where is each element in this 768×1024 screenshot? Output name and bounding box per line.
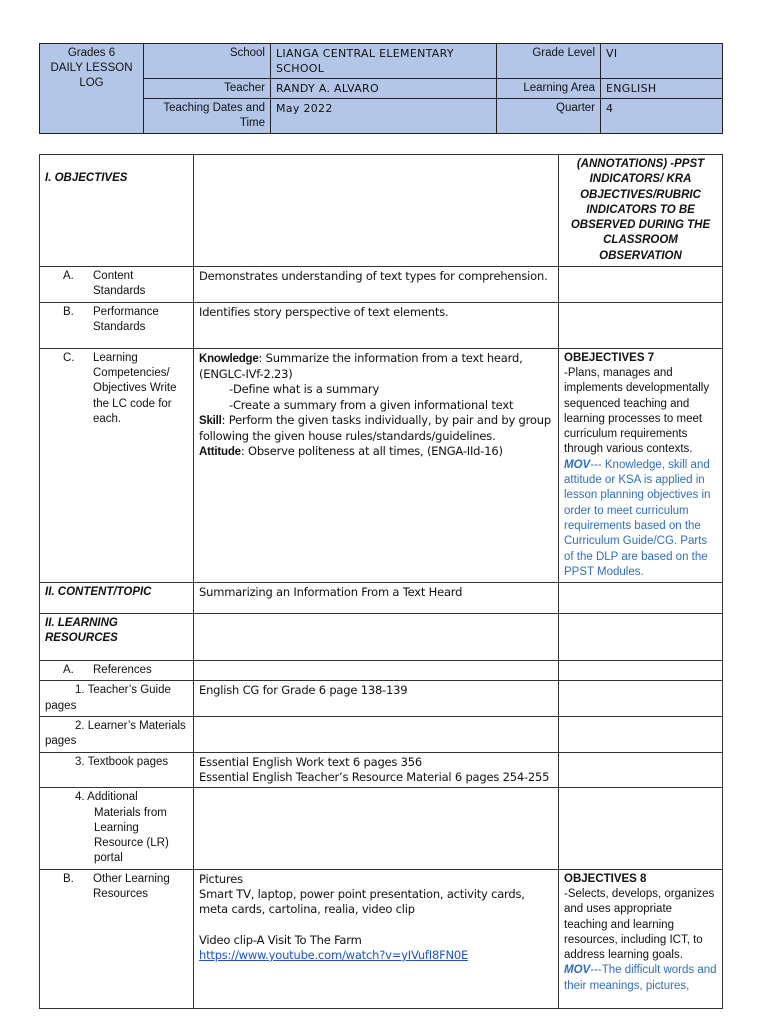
objectives7-mov: [564, 458, 717, 580]
knowledge-text: : Summarize the information from a text heard, (ENGLC-IVf-2.23): [199, 350, 523, 381]
objectives8-text: -Selects, develops, organizes and uses appropriate teaching and learning resources, including ICT, to address learning goals.: [564, 887, 715, 962]
textbook-annotation: [559, 752, 723, 788]
learning-competencies-text: Learning Competencies/ Objectives Write the LC code for each.: [93, 351, 177, 425]
content-topic-annotation: [559, 583, 723, 614]
objectives-content: [194, 155, 559, 267]
annotations-head: (ANNOTATIONS) -PPST INDICATORS/ KRA OBJECTIVES/RUBRIC INDICATORS TO BE OBSERVED DURING THE CLASSROOM OBSERVATION: [559, 155, 723, 267]
textbook-text: 3. Textbook pages: [75, 755, 169, 768]
additional-materials-line2: Materials from Learning Resource (LR) portal: [94, 806, 169, 865]
textbook-value2: Essential English Teacher’s Resource Material 6 pages 254-255: [199, 769, 550, 784]
performance-standards-text: Performance Standards: [93, 305, 159, 333]
performance-standards-label: [40, 302, 194, 348]
grade-level-value: VI: [601, 44, 723, 79]
other-resources-label: [40, 869, 194, 1008]
skill-text: : Perform the given tasks individually, by pair and by group following the given house rules/standards/guidelines.: [199, 412, 551, 444]
objectives7-text: -Plans, manages and implements developmentally sequenced teaching and learning processes to meet curriculum requirements through various contexts.: [564, 366, 710, 456]
objectives8-title: OBJECTIVES 8: [564, 872, 647, 885]
learners-materials-annotation: [559, 717, 723, 753]
content-topic-label: II. CONTENT/TOPIC: [40, 583, 194, 614]
content-topic-value: Summarizing an Information From a Text Heard: [194, 583, 559, 614]
references-value: [194, 661, 559, 681]
table-row: [40, 752, 723, 788]
dates-label: Teaching Dates and Time: [144, 99, 271, 134]
table-row: [40, 717, 723, 753]
performance-standards-value: Identifies story perspective of text elements.: [194, 302, 559, 348]
attitude-label: Attitude: [199, 446, 241, 459]
quarter-label: Quarter: [497, 99, 601, 134]
table-row: [40, 155, 723, 267]
other-resources-letter: B.: [63, 872, 74, 885]
learners-materials-label: [40, 717, 194, 753]
teachers-guide-text: 1. Teacher’s Guide pages: [45, 684, 171, 712]
attitude-text: : Observe politeness at all times, (ENGA-IId-16): [240, 444, 503, 459]
other-resources-text: Other Learning Resources: [93, 872, 170, 900]
learners-materials-value: [194, 717, 559, 753]
table-row: [40, 302, 723, 348]
table-row: [40, 267, 723, 303]
table-row: [40, 681, 723, 717]
teacher-value: RANDY A. ALVARO: [271, 79, 497, 99]
header-table: [39, 43, 723, 134]
content-standards-label: [40, 267, 194, 303]
textbook-value1: Essential English Work text 6 pages 356: [199, 754, 423, 769]
objectives-label: I. OBJECTIVES: [40, 155, 194, 267]
objectives7-annotation: [559, 348, 723, 582]
other-resources-v2: Smart TV, laptop, power point presentation, activity cards, meta cards, cartolina, realia, video clip: [199, 886, 525, 917]
lesson-table: [39, 154, 723, 1009]
grades-cell: [40, 44, 144, 134]
dates-value: May 2022: [271, 99, 497, 134]
knowledge-sub2: -Create a summary from a given informational text: [229, 397, 514, 412]
learning-resources-value: [194, 614, 559, 661]
other-resources-v3: Video clip-A Visit To The Farm: [199, 932, 362, 947]
objectives8-mov: [564, 963, 717, 994]
school-label: School: [144, 44, 271, 79]
learning-area-label: Learning Area: [497, 79, 601, 99]
learning-area-value: ENGLISH: [601, 79, 723, 99]
other-resources-value: [194, 869, 559, 1008]
teachers-guide-value: English CG for Grade 6 page 138-139: [194, 681, 559, 717]
references-text: References: [93, 664, 152, 677]
quarter-value: 4: [601, 99, 723, 134]
additional-materials-annotation: [559, 788, 723, 869]
skill-label: Skill: [199, 414, 222, 427]
references-letter: A.: [63, 664, 74, 677]
additional-materials-line1: 4. Additional: [75, 791, 138, 804]
table-row: [40, 583, 723, 614]
performance-standards-annotation: [559, 302, 723, 348]
school-value: LIANGA CENTRAL ELEMENTARY SCHOOL: [271, 44, 497, 79]
content-standards-annotation: [559, 267, 723, 303]
performance-standards-letter: B.: [63, 305, 74, 318]
textbook-label: [40, 752, 194, 788]
references-annotation: [559, 661, 723, 681]
learning-resources-label: II. LEARNING RESOURCES: [40, 614, 194, 661]
learning-competencies-value: [194, 348, 559, 582]
knowledge-sub1: -Define what is a summary: [229, 382, 380, 397]
teachers-guide-label: [40, 681, 194, 717]
grades-line1: Grades 6: [67, 47, 116, 59]
content-standards-text: Content Standards: [93, 270, 146, 298]
objectives7-title: OBEJECTIVES 7: [564, 351, 655, 364]
grades-line2: DAILY LESSON: [50, 62, 133, 74]
video-link[interactable]: https://www.youtube.com/watch?v=yIVufI8FN0E: [199, 947, 469, 962]
references-label: [40, 661, 194, 681]
learning-resources-annotation: [559, 614, 723, 661]
learning-competencies-label: [40, 348, 194, 582]
table-row: [40, 869, 723, 1008]
table-row: [40, 788, 723, 869]
knowledge-label: Knowledge: [199, 352, 259, 365]
grades-line3: LOG: [79, 77, 104, 89]
other-resources-v1: Pictures: [199, 871, 243, 886]
table-row: [40, 661, 723, 681]
objectives7-mov-text: --- Knowledge, skill and attitude or KSA is applied in lesson planning objectives in order to meet curriculum requirements based on the Curriculum Guide/CG. Parts of the DLP are based on the PPST Modules.: [564, 458, 711, 578]
learners-materials-text: 2. Learner’s Materials pages: [45, 720, 186, 748]
table-row: [40, 348, 723, 582]
content-standards-letter: A.: [63, 270, 74, 283]
objectives8-annotation: [559, 869, 723, 1008]
grade-level-label: Grade Level: [497, 44, 601, 79]
teachers-guide-annotation: [559, 681, 723, 717]
content-standards-value: Demonstrates understanding of text types for comprehension.: [194, 267, 559, 303]
additional-materials-label: [40, 788, 194, 869]
objectives8-mov-label: MOV: [564, 964, 591, 977]
textbook-value: [194, 752, 559, 788]
additional-materials-value: [194, 788, 559, 869]
learning-competencies-letter: C.: [63, 351, 75, 364]
objectives8-mov-text: ---The difficult words and their meanings, pictures,: [564, 964, 717, 992]
objectives7-mov-label: MOV: [564, 458, 591, 471]
teacher-label: Teacher: [144, 79, 271, 99]
table-row: [40, 614, 723, 661]
